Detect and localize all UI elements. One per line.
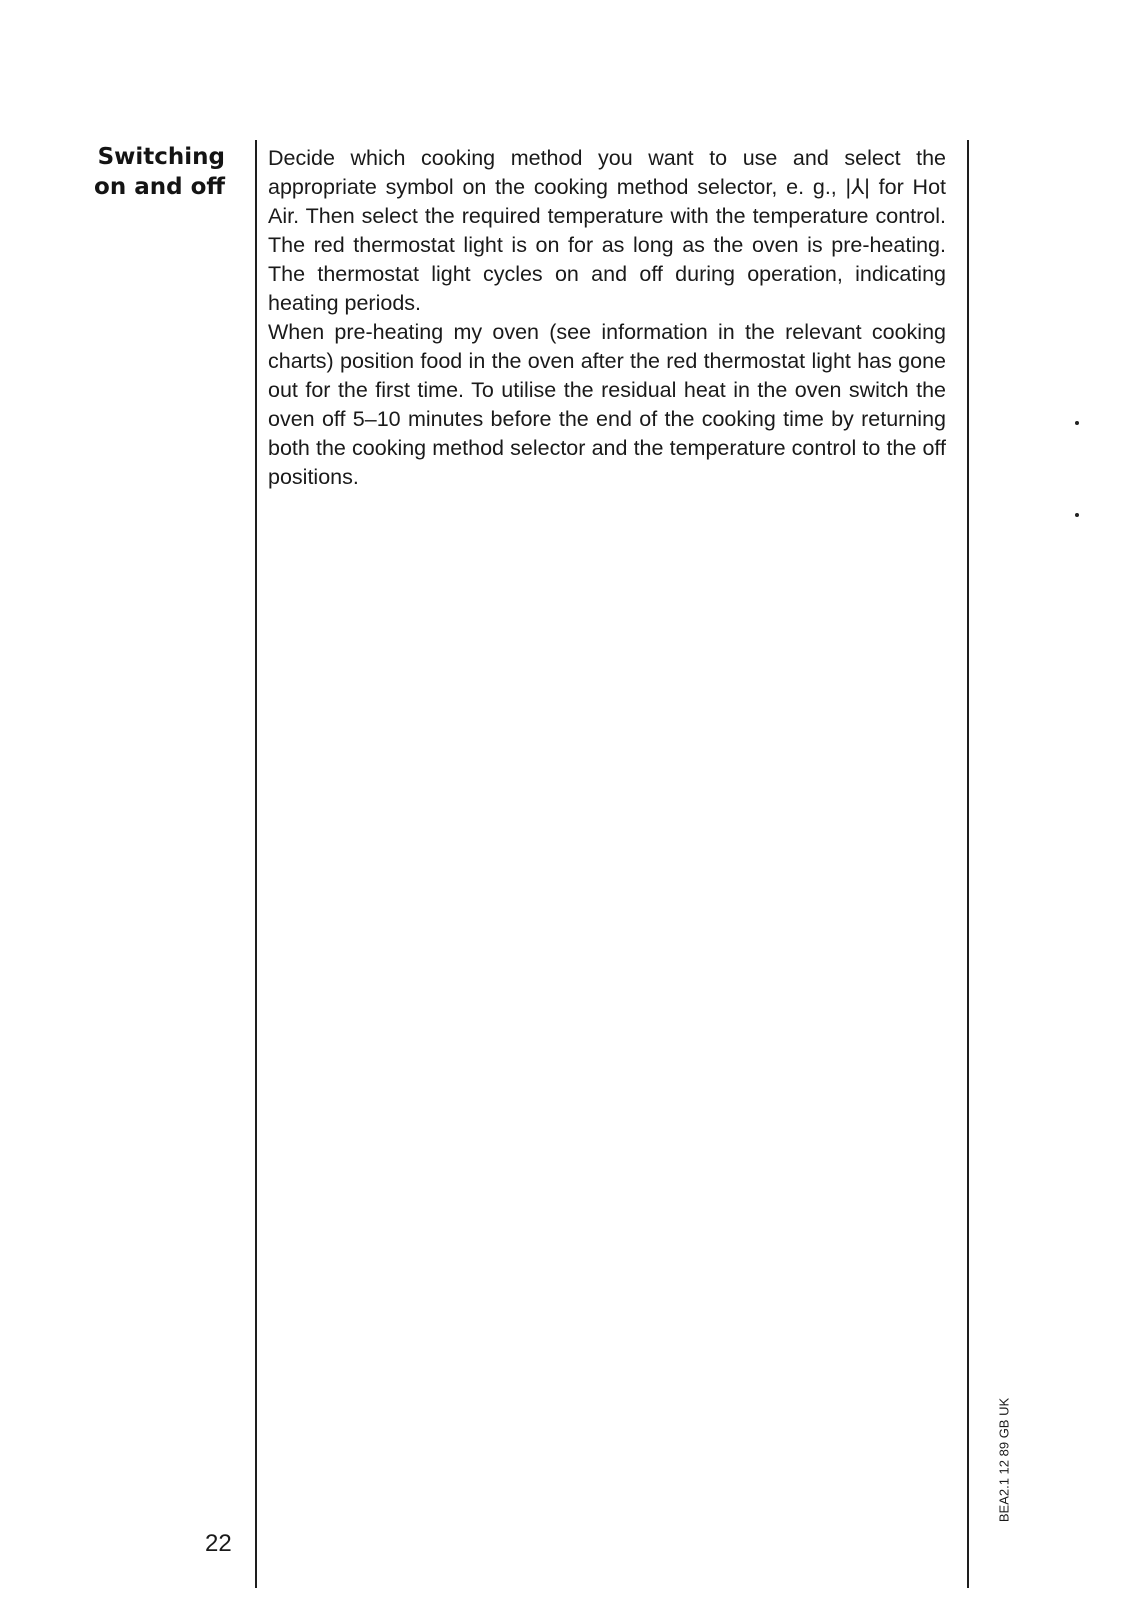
page-number: 22: [205, 1530, 232, 1557]
document-code: BEA2.1 12 89 GB UK: [996, 1397, 1012, 1523]
left-column-rule: [255, 140, 257, 1588]
section-heading-line1: Switching: [97, 144, 225, 170]
scan-speck: [1075, 513, 1079, 517]
paragraph-instructions: Decide which cooking method you want to use and select the appropriate symbol on the cooking method selector, e. g., |⅄| for Hot Air. Then select the required temperature with the temperature control. The red thermostat light is on for as long as the oven is pre-heating. The thermostat light cycles on and off during operation, indicating heating periods.: [268, 146, 946, 315]
scan-speck: [1075, 421, 1079, 425]
body-text: [268, 144, 946, 492]
section-heading: [94, 142, 225, 202]
section-heading-line2: on and off: [94, 174, 225, 200]
right-column-rule: [967, 140, 969, 1588]
paragraph-preheating: When pre-heating my oven (see information in the relevant cooking charts) position food in the oven after the red thermostat light has gone out for the first time. To utilise the residual heat in the oven switch the oven off 5–10 minutes before the end of the cooking time by returning both the cooking method selector and the temperature control to the off positions.: [268, 320, 946, 489]
